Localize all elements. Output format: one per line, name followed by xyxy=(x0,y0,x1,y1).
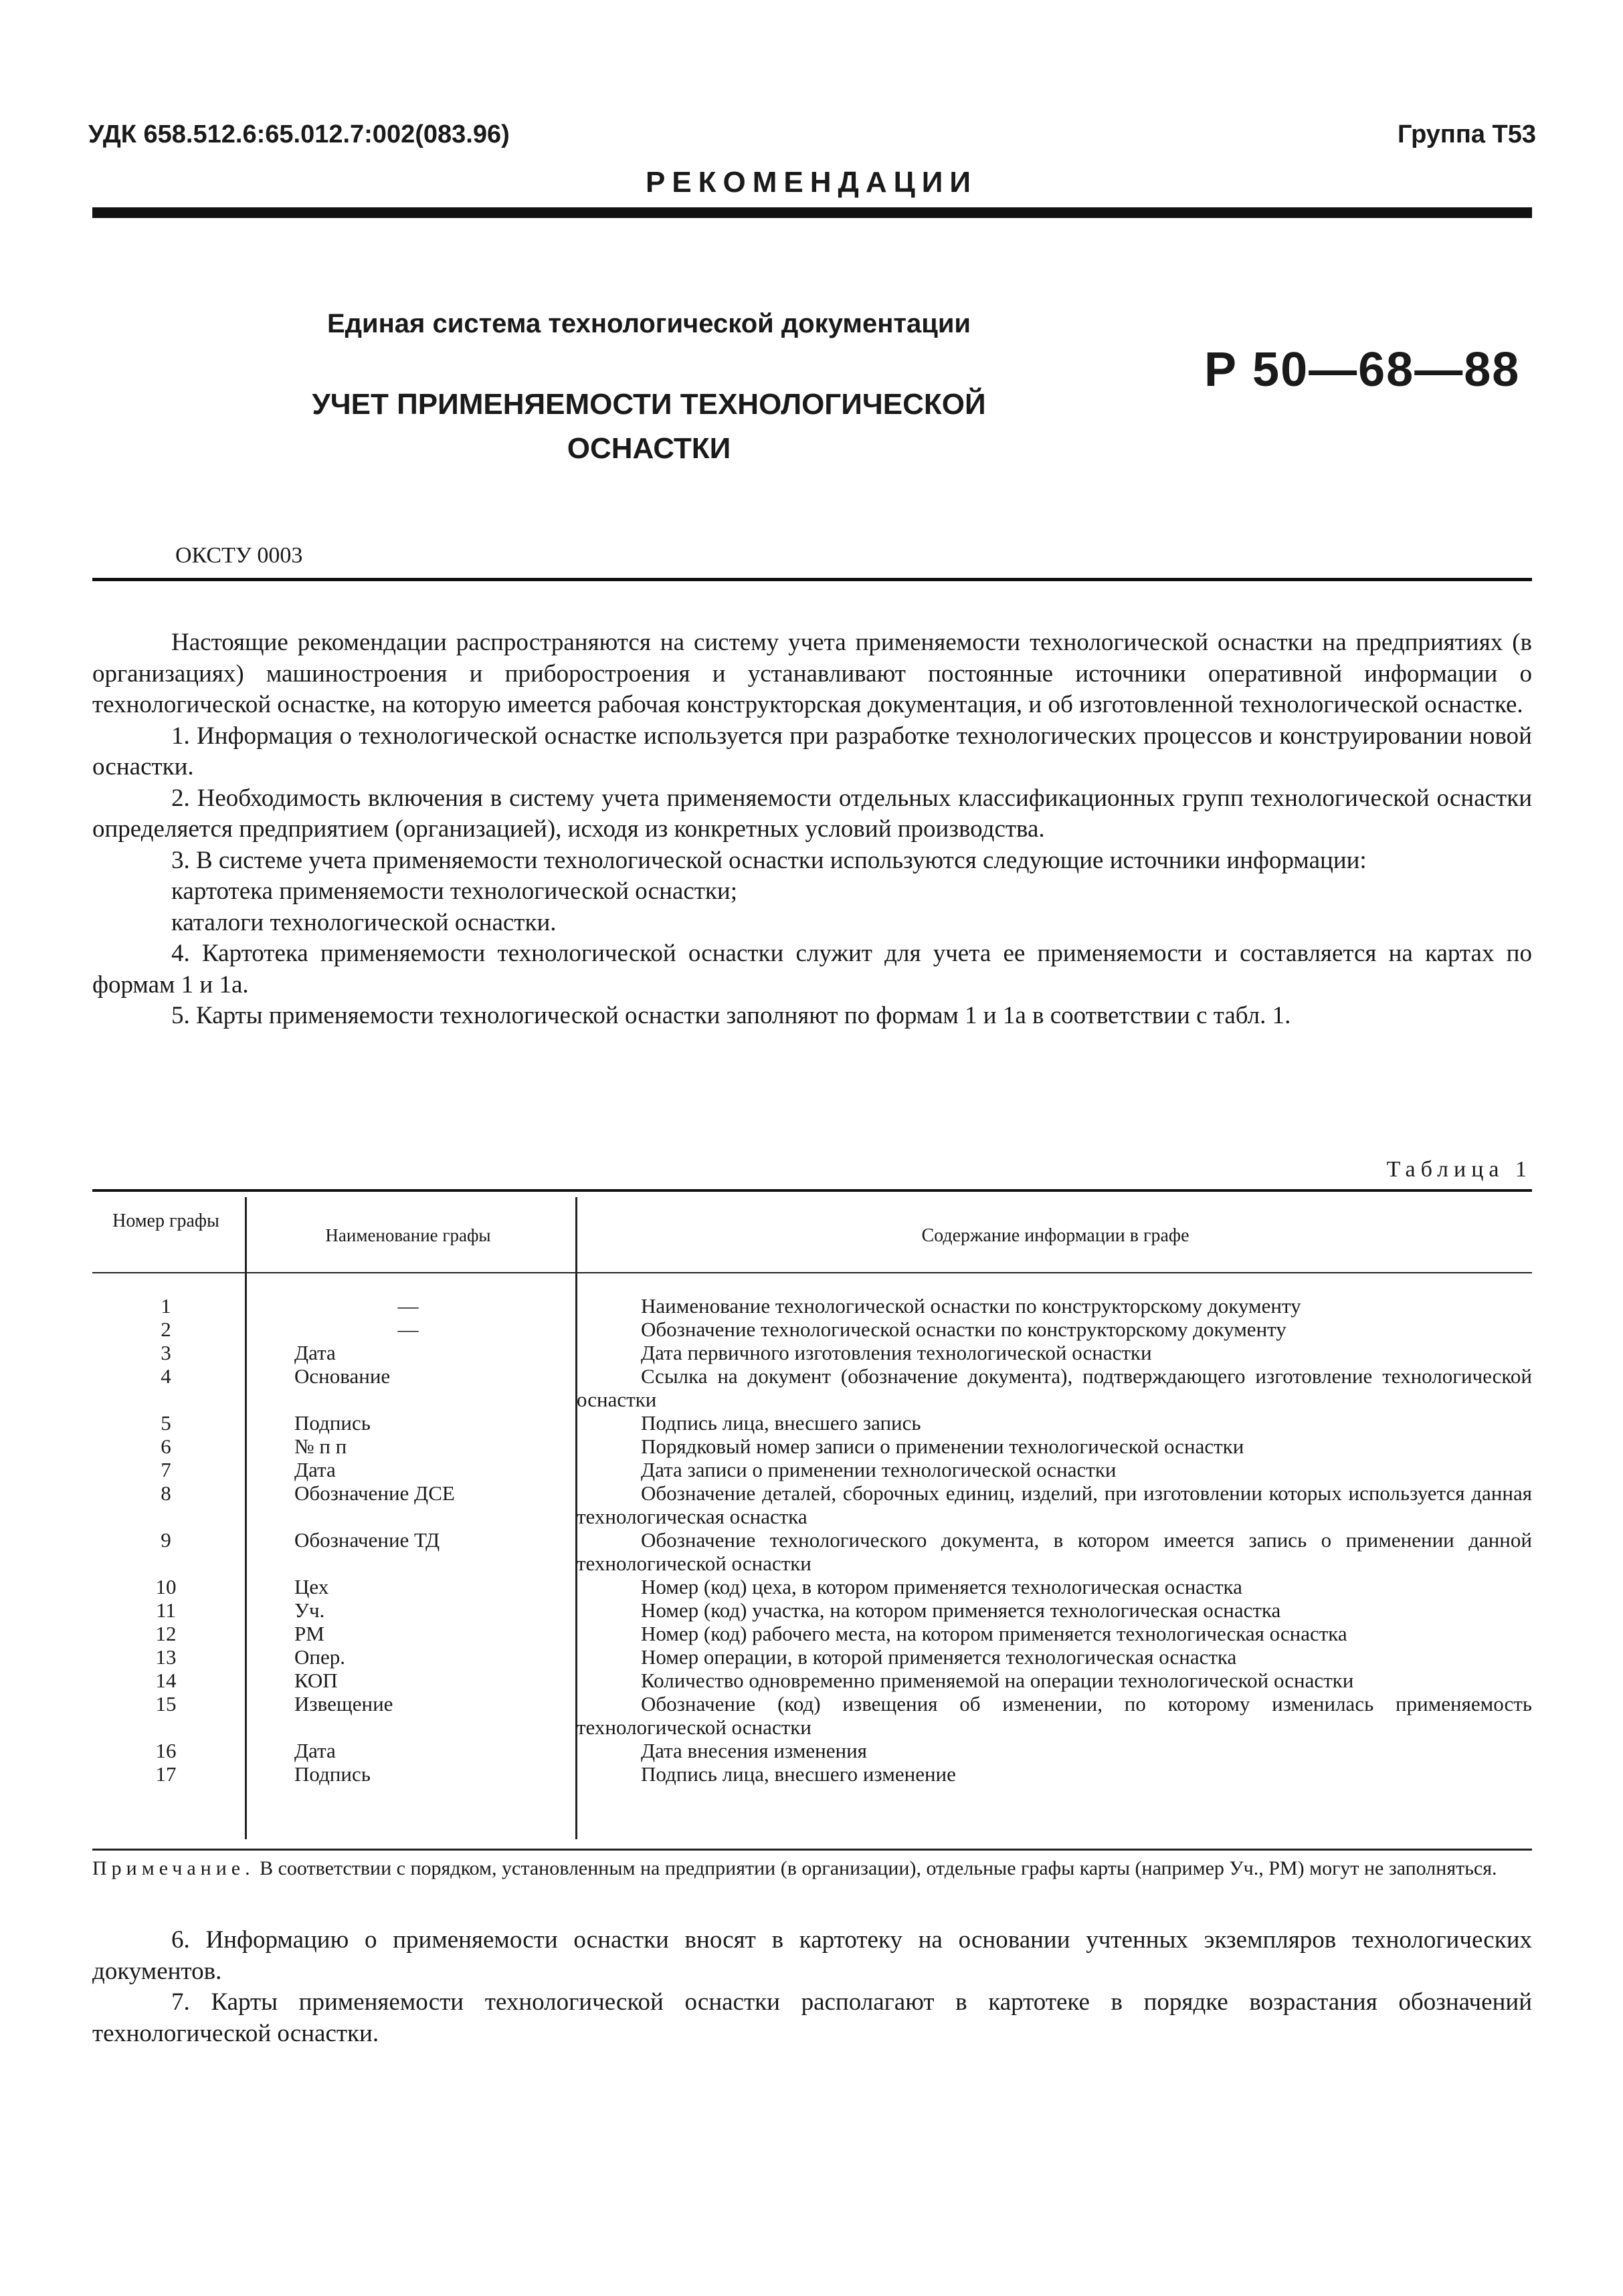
item-6: 6. Информацию о применяемости оснастки вносят в картотеку на основании учтенных экземпляров технологических документов. xyxy=(92,1926,1532,1985)
cell-name: РМ xyxy=(294,1622,324,1645)
intro-paragraph: Настоящие рекомендации распространяются на систему учета применяемости технологической оснастки на предприятиях (в организациях) машиностроения и приборостроения и устанавливают постоянные источники оперативной информации о технологической оснастке, на которую имеется рабочая конструкторская документация, и об изготовленной технологической оснастке. xyxy=(92,629,1532,718)
cell-number: 7 xyxy=(161,1458,171,1481)
cell-content: Дата внесения изменения xyxy=(641,1739,867,1762)
cell-content: Ссылка на документ (обозначение документа), подтверждающего изготовление технологической оснастки xyxy=(577,1364,1532,1411)
okstu-code: ОКСТУ 0003 xyxy=(175,543,303,568)
cell-name: КОП xyxy=(294,1669,338,1692)
table-row xyxy=(0,1341,1623,1364)
table-note xyxy=(92,1857,1532,1881)
table-caption: Таблица 1 xyxy=(1386,1157,1532,1182)
table-row xyxy=(0,1435,1623,1458)
cell-content: Подпись лица, внесшего изменение xyxy=(641,1762,956,1786)
cell-number: 1 xyxy=(161,1294,171,1318)
cell-number: 12 xyxy=(155,1622,177,1645)
cell-number: 16 xyxy=(155,1739,177,1762)
cell-name: Дата xyxy=(294,1458,336,1481)
cell-name: № п п xyxy=(294,1435,347,1458)
cell-name: Обозначение ДСЕ xyxy=(294,1481,455,1505)
cell-number: 5 xyxy=(161,1411,171,1435)
item-2: 2. Необходимость включения в систему учета применяемости отдельных классификационных групп технологической оснастки определяется предприятием (организацией), исходя из конкретных условий производства. xyxy=(92,784,1532,843)
table-row xyxy=(0,1622,1623,1645)
group-code: Группа Т53 xyxy=(1397,120,1536,148)
outro-text xyxy=(92,1925,1532,2049)
source-2: каталоги технологической оснастки. xyxy=(171,908,557,936)
cell-content: Номер (код) участка, на котором применяется технологическая оснастка xyxy=(641,1598,1281,1622)
header-column-content: Содержание информации в графе xyxy=(921,1225,1189,1246)
note-label: Примечание. xyxy=(92,1857,255,1879)
cell-content: Количество одновременно применяемой на операции технологической оснастки xyxy=(641,1669,1354,1692)
document-title xyxy=(254,383,1044,471)
table-row xyxy=(0,1294,1623,1318)
intro-text xyxy=(92,627,1532,1032)
document-title-line1: УЧЕТ ПРИМЕНЯЕМОСТИ ТЕХНОЛОГИЧЕСКОЙ xyxy=(312,388,986,421)
table-row xyxy=(0,1598,1623,1622)
cell-content: Обозначение (код) извещения об изменении, по которому изменилась применяемость технологической оснастки xyxy=(577,1692,1532,1739)
cell-number: 9 xyxy=(161,1528,171,1552)
system-name: Единая система технологической документации xyxy=(326,309,971,338)
document-type: РЕКОМЕНДАЦИИ xyxy=(645,166,978,199)
item-3: 3. В системе учета применяемости технологической оснастки используются следующие источники информации: xyxy=(171,846,1367,874)
cell-content: Подпись лица, внесшего запись xyxy=(641,1411,921,1435)
document-code: Р 50—68—88 xyxy=(1204,343,1521,397)
cell-number: 4 xyxy=(161,1364,171,1388)
item-1: 1. Информация о технологической оснастке используется при разработке технологических процессов и конструировании новой оснастки. xyxy=(92,722,1532,780)
cell-content: Номер операции, в которой применяется технологическая оснастка xyxy=(641,1645,1237,1669)
cell-number: 2 xyxy=(161,1318,171,1341)
table-row xyxy=(0,1645,1623,1669)
cell-number: 13 xyxy=(155,1645,177,1669)
cell-name: Цех xyxy=(294,1575,329,1598)
header-column-name: Наименование графы xyxy=(325,1225,491,1245)
document-title-line2: ОСНАСТКИ xyxy=(567,432,731,465)
cell-name: Основание xyxy=(294,1364,391,1388)
table-top-rule xyxy=(92,1189,1532,1192)
table-row xyxy=(0,1739,1623,1762)
cell-content: Обозначение технологической оснастки по конструкторскому документу xyxy=(641,1318,1286,1341)
item-5: 5. Карты применяемости технологической оснастки заполняют по формам 1 и 1а в соответствии с табл. 1. xyxy=(171,1002,1291,1029)
cell-number: 3 xyxy=(161,1341,171,1364)
cell-name: Подпись xyxy=(294,1762,371,1786)
udk-code: УДК 658.512.6:65.012.7:002(083.96) xyxy=(88,120,510,148)
note-text: В соответствии с порядком, установленным на предприятии (в организации), отдельные графы карты (например Уч., РМ) могут не заполняться. xyxy=(260,1857,1497,1879)
table-row xyxy=(0,1481,1623,1528)
cell-name: — xyxy=(397,1294,419,1318)
table-row xyxy=(0,1762,1623,1786)
cell-name: Подпись xyxy=(294,1411,371,1435)
header-rule xyxy=(92,207,1532,218)
cell-content: Наименование технологической оснастки по конструкторскому документу xyxy=(641,1294,1301,1318)
table-row xyxy=(0,1575,1623,1598)
table-row xyxy=(0,1318,1623,1341)
cell-number: 6 xyxy=(161,1435,171,1458)
item-4: 4. Картотека применяемости технологической оснастки служит для учета ее применяемости и составляется на картах по формам 1 и 1а. xyxy=(92,940,1532,999)
cell-content: Номер (код) рабочего места, на котором применяется технологическая оснастка xyxy=(641,1622,1347,1645)
cell-content: Номер (код) цеха, в котором применяется технологическая оснастка xyxy=(641,1575,1242,1598)
cell-number: 11 xyxy=(156,1598,176,1622)
table-row xyxy=(0,1364,1623,1411)
cell-name: — xyxy=(397,1318,419,1341)
table-row xyxy=(0,1692,1623,1739)
source-1: картотека применяемости технологической оснастки; xyxy=(171,877,737,905)
cell-number: 14 xyxy=(155,1669,177,1692)
cell-content: Порядковый номер записи о применении технологической оснастки xyxy=(641,1435,1244,1458)
cell-content: Дата первичного изготовления технологической оснастки xyxy=(641,1341,1152,1364)
item-7: 7. Карты применяемости технологической оснастки располагают в картотеке в порядке возрастания обозначений технологической оснастки. xyxy=(92,1988,1532,2047)
table-row xyxy=(0,1458,1623,1481)
cell-content: Дата записи о применении технологической оснастки xyxy=(641,1458,1117,1481)
cell-number: 10 xyxy=(155,1575,177,1598)
cell-name: Дата xyxy=(294,1739,336,1762)
cell-name: Уч. xyxy=(294,1598,325,1622)
table-header-rule xyxy=(92,1272,1532,1273)
cell-content: Обозначение деталей, сборочных единиц, изделий, при изготовлении которых используется данная технологическая оснастка xyxy=(577,1481,1532,1528)
header-column-number: Номер графы xyxy=(112,1211,219,1231)
table-body xyxy=(0,1294,1623,1786)
title-rule xyxy=(92,578,1532,581)
table-bottom-rule xyxy=(92,1849,1532,1851)
table-row xyxy=(0,1669,1623,1692)
cell-number: 15 xyxy=(155,1692,177,1715)
cell-name: Опер. xyxy=(294,1645,345,1669)
cell-name: Извещение xyxy=(294,1692,393,1715)
table-row xyxy=(0,1528,1623,1575)
cell-content: Обозначение технологического документа, в котором имеется запись о применении данной технологической оснастки xyxy=(577,1528,1532,1575)
cell-name: Обозначение ТД xyxy=(294,1528,440,1552)
cell-name: Дата xyxy=(294,1341,336,1364)
cell-number: 17 xyxy=(155,1762,177,1786)
cell-number: 8 xyxy=(161,1481,171,1505)
table-row xyxy=(0,1411,1623,1435)
